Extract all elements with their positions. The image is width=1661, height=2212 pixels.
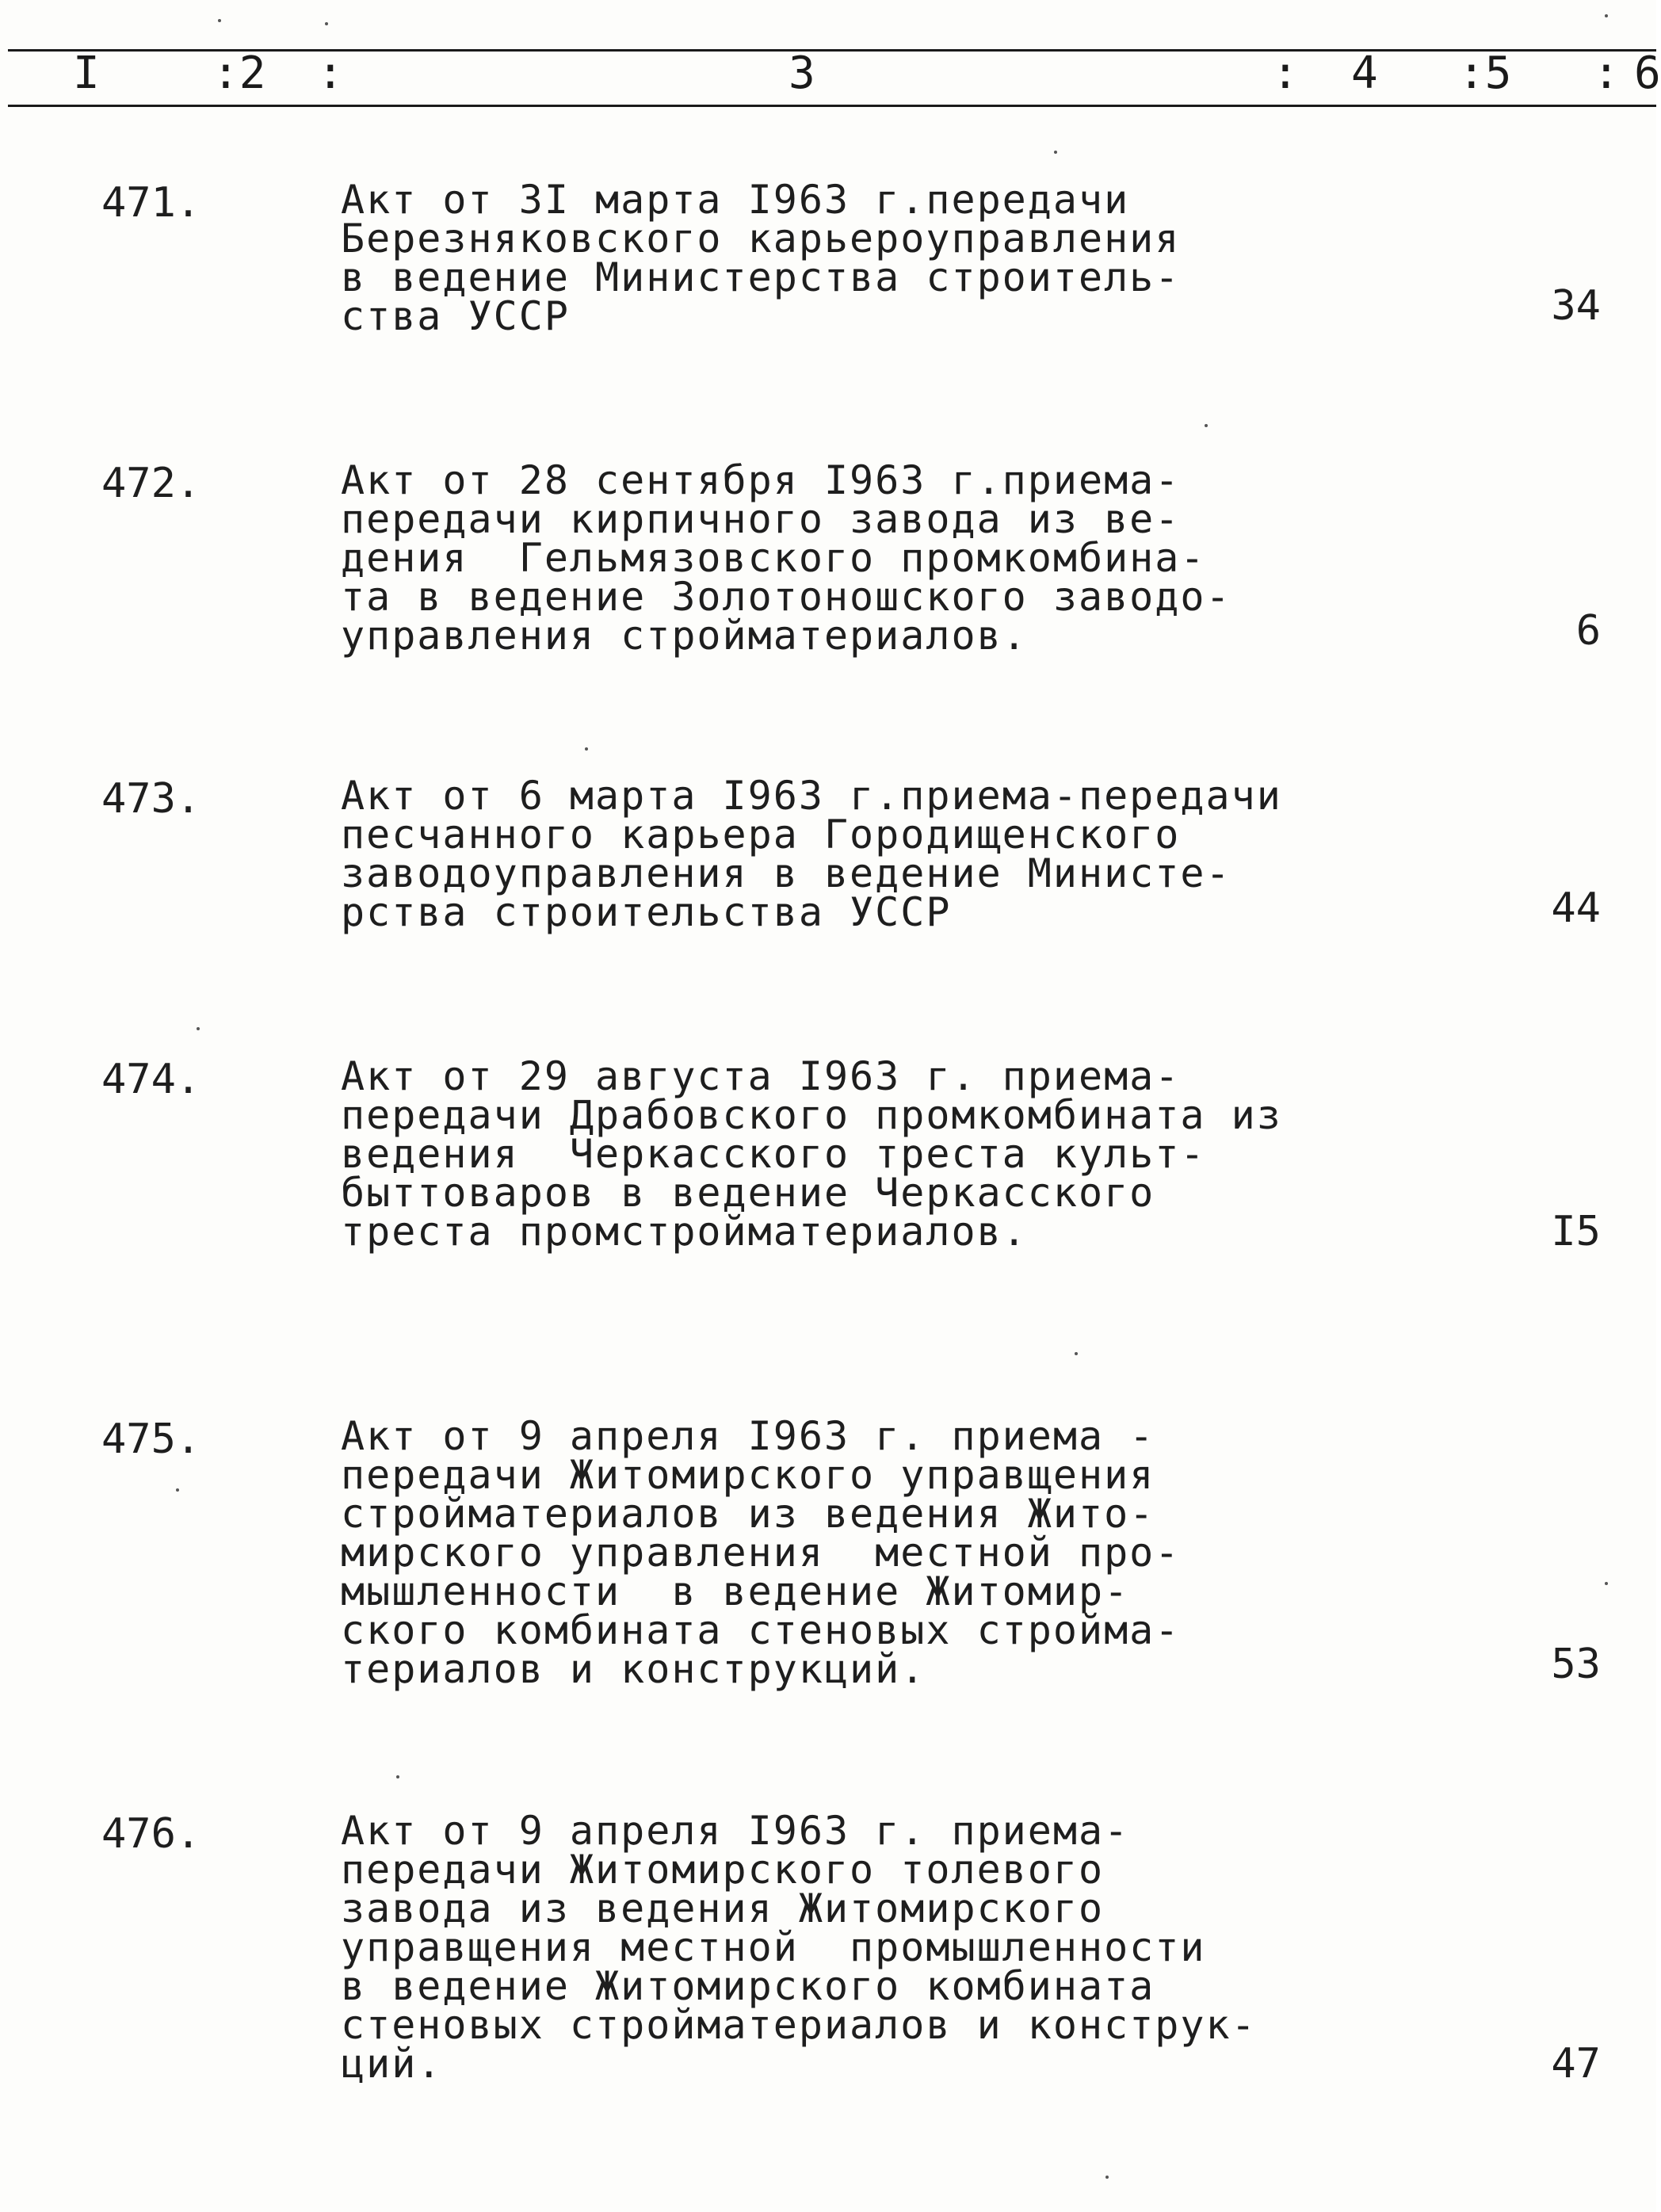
scan-speck [1054, 151, 1057, 154]
entry-description: Акт от 29 августа I963 г. приема- передачи Драбовского промкомбината из ведения Черкасского треста культ- быттоваров в ведение Черкасского треста промстройматериалов. [341, 1053, 1282, 1255]
entry-number: 475. [101, 1415, 201, 1463]
header-col-1: I [73, 48, 100, 99]
scan-speck [396, 1775, 399, 1778]
entry-number: 473. [101, 775, 201, 823]
entry-number: 472. [101, 460, 201, 507]
scan-speck [218, 19, 221, 22]
scan-speck [197, 1027, 200, 1030]
entry-description: Акт от 6 марта I963 г.приема-передачи песчанного карьера Городищенского заводоуправления в ведение Министе- рства строительства УССР [341, 773, 1282, 935]
header-col-3: 3 [788, 48, 815, 99]
scan-speck [1205, 424, 1208, 427]
header-bottom-rule [8, 105, 1656, 107]
scan-speck [1105, 2176, 1109, 2179]
entry-sheet-count: 6 [1575, 607, 1601, 655]
header-col-5: :5 [1458, 48, 1512, 99]
entry-sheet-count: 47 [1551, 2040, 1601, 2088]
scan-speck [585, 747, 588, 751]
scan-speck [325, 22, 328, 25]
entry-description: Акт от 9 апреля I963 г. приема- передачи Житомирского толевого завода из ведения Житомирского управщения местной промышленности в ведение Житомирского комбината стеновых стройматериалов и конструк- ций. [341, 1808, 1257, 2087]
scan-speck [176, 1488, 179, 1492]
entry-description: Акт от 3I марта I963 г.передачи Березняковского карьероуправления в ведение Министерства строитель- ства УССР [341, 177, 1181, 339]
header-separator: : [317, 48, 344, 99]
scan-speck [1075, 1352, 1078, 1355]
entry-number: 471. [101, 179, 201, 227]
entry-number: 474. [101, 1056, 201, 1103]
scan-speck [1605, 14, 1608, 17]
header-col-4: 4 [1351, 48, 1378, 99]
entry-number: 476. [101, 1810, 201, 1858]
entry-sheet-count: 34 [1551, 282, 1601, 330]
entry-sheet-count: 44 [1551, 884, 1601, 932]
entry-description: Акт от 9 апреля I963 г. приема - передачи Житомирского управщения стройматериалов из ведения Жито- мирского управления местной про- мышленности в ведение Житомир- ского комбината стеновых стройма- териалов и конструкций. [341, 1413, 1181, 1692]
entry-description: Акт от 28 сентября I963 г.приема- передачи кирпичного завода из ве- дения Гельмязовского промкомбина- та в ведение Золотоношского заводо- управления стройматериалов. [341, 457, 1231, 659]
entry-sheet-count: I5 [1551, 1208, 1601, 1255]
entry-sheet-count: 53 [1551, 1641, 1601, 1688]
header-col-2: :2 [212, 48, 266, 99]
header-col-6: 6 [1634, 48, 1661, 99]
scan-speck [1605, 1582, 1608, 1585]
header-separator: : [1272, 48, 1299, 99]
header-separator: : [1593, 48, 1620, 99]
